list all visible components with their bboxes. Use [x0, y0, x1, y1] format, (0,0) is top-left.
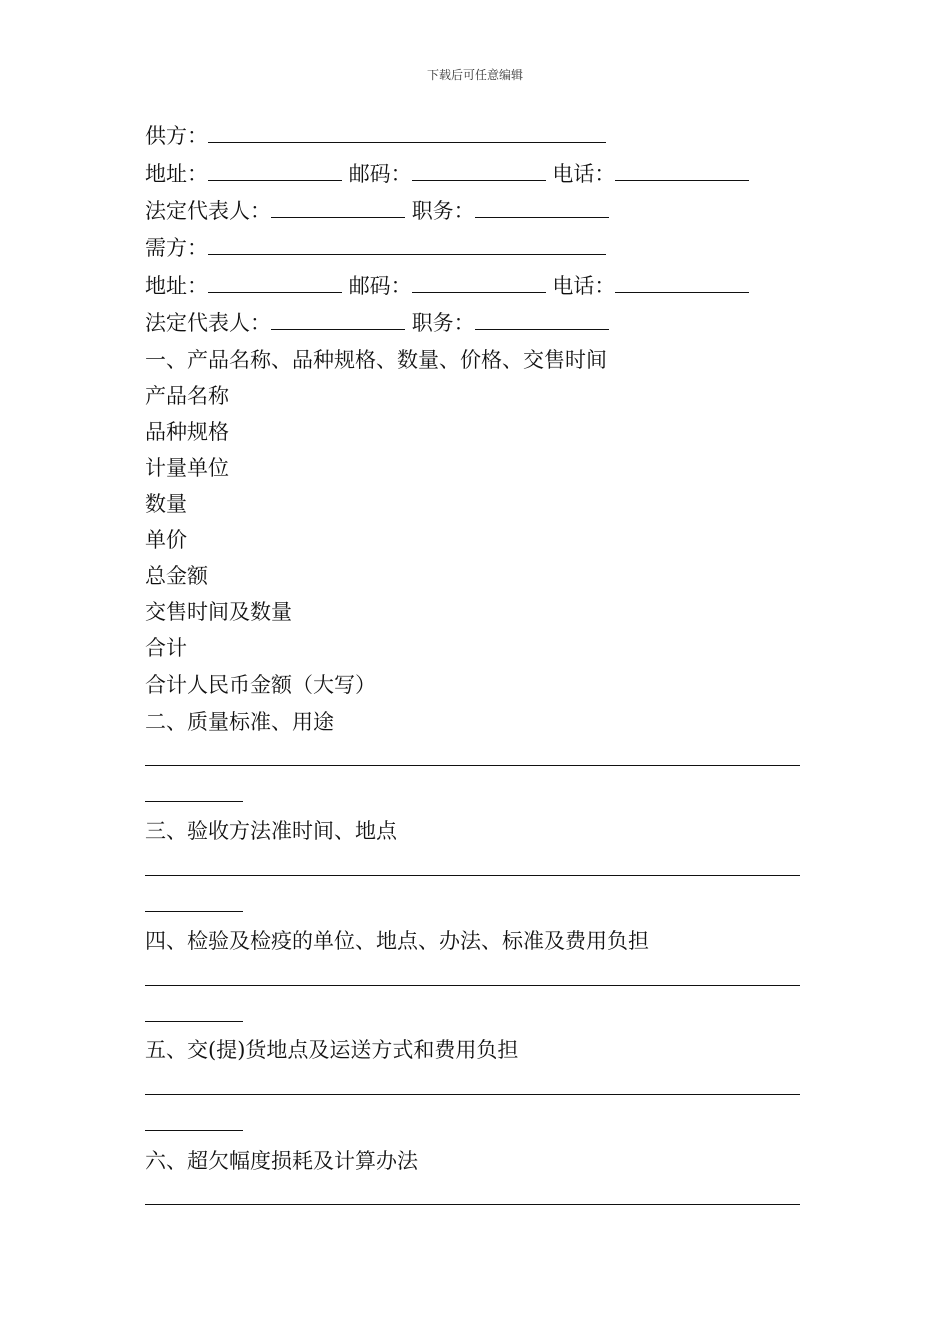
supplier-position-field[interactable] [475, 197, 609, 218]
supplier-address-field[interactable] [208, 160, 342, 181]
section-5-title: 五、交(提)货地点及运送方式和费用负担 [145, 1038, 519, 1062]
supplier-rep-label: 法定代表人： [145, 199, 271, 223]
section-3-fill-line-end[interactable] [145, 911, 243, 912]
buyer-phone-label: 电话： [552, 274, 616, 298]
supplier-phone-field[interactable] [615, 160, 749, 181]
section-1-title: 一、产品名称、品种规格、数量、价格、交售时间 [145, 348, 607, 372]
section-6-fill-line[interactable] [145, 1204, 800, 1205]
field-unit-price: 单价 [145, 528, 187, 552]
supplier-address-label: 地址： [145, 162, 208, 186]
field-variety-spec: 品种规格 [145, 420, 229, 444]
buyer-address-field[interactable] [208, 272, 342, 293]
supplier-name-label: 供方： [145, 124, 208, 148]
field-total-rmb-words: 合计人民币金额（大写） [145, 673, 376, 697]
supplier-contact-row [145, 160, 749, 187]
field-quantity: 数量 [145, 492, 187, 516]
field-subtotal: 合计 [145, 636, 187, 660]
section-5-fill-line[interactable] [145, 1094, 800, 1095]
buyer-postcode-field[interactable] [412, 272, 546, 293]
field-product-name: 产品名称 [145, 384, 229, 408]
section-5-fill-line-end[interactable] [145, 1130, 243, 1131]
supplier-postcode-label: 邮码： [348, 162, 412, 186]
buyer-name-field[interactable] [208, 234, 606, 255]
supplier-postcode-field[interactable] [412, 160, 546, 181]
buyer-position-field[interactable] [475, 309, 609, 330]
buyer-name-label: 需方： [145, 236, 208, 260]
supplier-name-field[interactable] [208, 122, 606, 143]
section-4-fill-line[interactable] [145, 985, 800, 986]
supplier-rep-row [145, 197, 609, 224]
section-3-title: 三、验收方法准时间、地点 [145, 819, 397, 843]
supplier-position-label: 职务： [411, 199, 475, 223]
section-6-title: 六、超欠幅度损耗及计算办法 [145, 1149, 418, 1173]
field-unit: 计量单位 [145, 456, 229, 480]
section-3-fill-line[interactable] [145, 875, 800, 876]
supplier-name-row [145, 122, 606, 149]
section-2-title: 二、质量标准、用途 [145, 710, 334, 734]
buyer-rep-row [145, 309, 609, 336]
buyer-position-label: 职务： [411, 311, 475, 335]
page-header: 下载后可任意编辑 [426, 68, 523, 82]
buyer-contact-row [145, 272, 749, 299]
field-delivery-time-qty: 交售时间及数量 [145, 600, 292, 624]
buyer-rep-field[interactable] [271, 309, 405, 330]
buyer-phone-field[interactable] [615, 272, 749, 293]
buyer-address-label: 地址： [145, 274, 208, 298]
section-2-fill-line-end[interactable] [145, 801, 243, 802]
section-4-title: 四、检验及检疫的单位、地点、办法、标准及费用负担 [145, 929, 649, 953]
section-2-fill-line[interactable] [145, 765, 800, 766]
buyer-rep-label: 法定代表人： [145, 311, 271, 335]
section-4-fill-line-end[interactable] [145, 1021, 243, 1022]
supplier-phone-label: 电话： [552, 162, 616, 186]
supplier-rep-field[interactable] [271, 197, 405, 218]
buyer-name-row [145, 234, 606, 261]
field-total-amount: 总金额 [145, 564, 208, 588]
buyer-postcode-label: 邮码： [348, 274, 412, 298]
